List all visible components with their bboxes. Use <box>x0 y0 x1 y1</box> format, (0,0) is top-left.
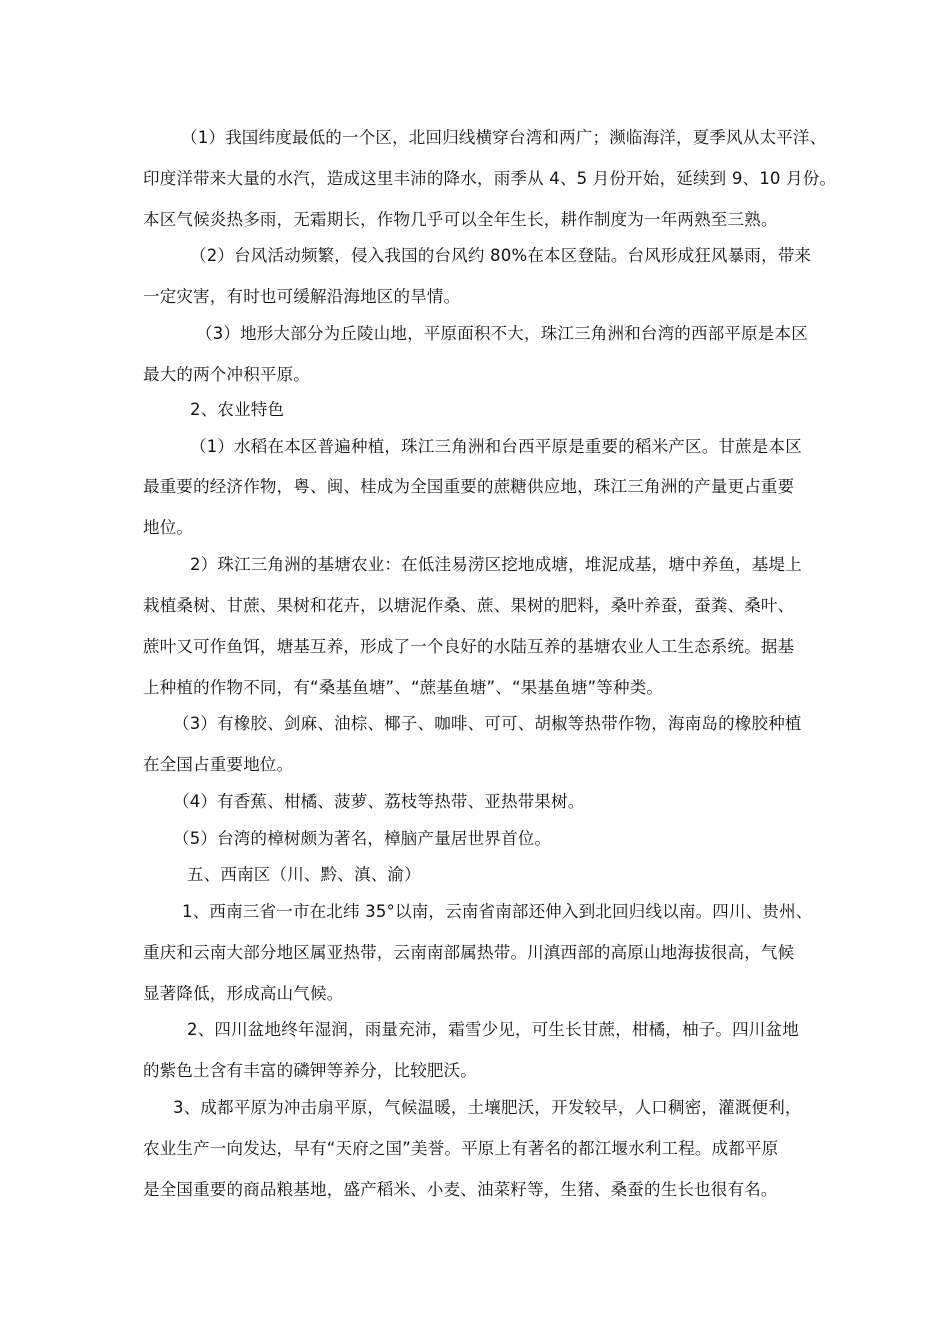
paragraph-line: 重庆和云南大部分地区属亚热带，云南南部属热带。川滇西部的高原山地海拔很高，气候 <box>143 943 795 962</box>
paragraph-line: 栽植桑树、甘蔗、果树和花卉，以塘泥作桑、蔗、果树的肥料，桑叶养蚕，蚕粪、桑叶、 <box>143 596 795 615</box>
paragraph-line: 蔗叶又可作鱼饵，塘基互养，形成了一个良好的水陆互养的基塘农业人工生态系统。据基 <box>143 637 795 656</box>
paragraph-line: 是全国重要的商品粮基地，盛产稻米、小麦、油菜籽等，生猪、桑蚕的生长也很有名。 <box>143 1180 778 1199</box>
paragraph-line: 显著降低，形成高山气候。 <box>143 984 344 1003</box>
paragraph-line: （5）台湾的樟树颇为著名，樟脑产量居世界首位。 <box>173 829 552 848</box>
paragraph-line: 在全国占重要地位。 <box>143 755 294 774</box>
paragraph-line: 3、成都平原为冲击扇平原，气候温暖，土壤肥沃，开发较早，人口稠密，灌溉便利， <box>173 1098 802 1117</box>
paragraph-line: 2、四川盆地终年湿润，雨量充沛，霜雪少见，可生长甘蔗，柑橘，柚子。四川盆地 <box>187 1020 799 1039</box>
paragraph-line: 农业生产一向发达，早有“天府之国”美誉。平原上有著名的都江堰水利工程。成都平原 <box>143 1139 779 1158</box>
paragraph-line: 的紫色土含有丰富的磷钾等养分，比较肥沃。 <box>143 1061 477 1080</box>
paragraph-line: （1）我国纬度最低的一个区，北回归线横穿台湾和两广；濒临海洋，夏季风从太平洋、 <box>181 128 827 147</box>
section-heading: 五、西南区（川、黔、滇、渝） <box>187 865 421 884</box>
section-heading: 2、农业特色 <box>190 400 285 419</box>
paragraph-line: 上种植的作物不同，有“桑基鱼塘”、“蔗基鱼塘”、“果基鱼塘”等种类。 <box>143 678 664 697</box>
paragraph-line: （2）台风活动频繁，侵入我国的台风约 80%在本区登陆。台风形成狂风暴雨，带来 <box>190 246 812 265</box>
paragraph-line: 2）珠江三角洲的基塘农业：在低洼易涝区挖地成塘，堆泥成基，塘中养鱼，基堤上 <box>190 555 802 574</box>
paragraph-line: （4）有香蕉、柑橘、菠萝、荔枝等热带、亚热带果树。 <box>173 792 585 811</box>
paragraph-line: （3）地形大部分为丘陵山地，平原面积不大，珠江三角洲和台湾的西部平原是本区 <box>196 324 808 343</box>
paragraph-line: 本区气候炎热多雨，无霜期长，作物几乎可以全年生长，耕作制度为一年两熟至三熟。 <box>143 210 778 229</box>
paragraph-line: 地位。 <box>143 518 194 537</box>
paragraph-line: 印度洋带来大量的水汽，造成这里丰沛的降水，雨季从 4、5 月份开始，延续到 9、10 月份。 <box>143 169 837 188</box>
paragraph-line: 1、西南三省一市在北纬 35°以南，云南省南部还伸入到北回归线以南。四川、贵州、 <box>182 902 813 921</box>
paragraph-line: 最大的两个冲积平原。 <box>143 365 310 384</box>
paragraph-line: （3）有橡胶、剑麻、油棕、椰子、咖啡、可可、胡椒等热带作物，海南岛的橡胶种植 <box>173 714 802 733</box>
paragraph-line: 一定灾害，有时也可缓解沿海地区的旱情。 <box>143 287 461 306</box>
paragraph-line: （1）水稻在本区普遍种植，珠江三角洲和台西平原是重要的稻米产区。甘蔗是本区 <box>190 437 802 456</box>
paragraph-line: 最重要的经济作物，粤、闽、桂成为全国重要的蔗糖供应地，珠江三角洲的产量更占重要 <box>143 477 795 496</box>
